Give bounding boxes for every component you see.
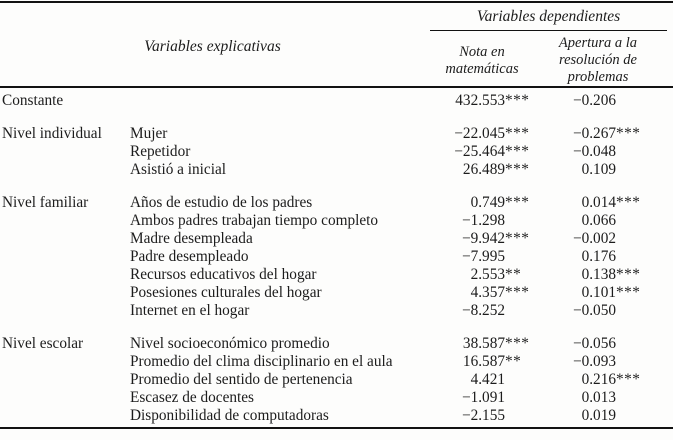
header-rule [0, 86, 673, 88]
value-nota-matematicas: 38.587 [462, 335, 505, 352]
significance-stars-nota: ** [505, 266, 522, 283]
table-body [0, 92, 673, 440]
significance-stars-nota: *** [505, 143, 530, 160]
significance-stars-nota: *** [505, 125, 530, 142]
row-group-label: Nivel individual [2, 125, 102, 142]
value-apertura: 0.109 [581, 161, 616, 178]
table-row [0, 389, 673, 407]
table-row [0, 212, 673, 230]
table-section [0, 92, 673, 110]
value-apertura: −0.093 [572, 353, 616, 370]
value-nota-matematicas: −1.298 [461, 212, 505, 229]
table-section [0, 194, 673, 320]
value-nota-matematicas: 4.421 [470, 371, 505, 388]
row-variable-label: Escasez de docentes [130, 389, 255, 406]
row-variable-label: Ambos padres trabajan tiempo completo [130, 212, 379, 229]
value-apertura: 0.101 [581, 284, 616, 301]
row-group-label: Nivel familiar [2, 194, 89, 211]
value-apertura: 0.066 [581, 212, 616, 229]
value-apertura: 0.013 [581, 389, 616, 406]
table-row [0, 194, 673, 212]
row-variable-label: Internet en el hogar [130, 302, 250, 319]
row-group-label: Nivel escolar [2, 335, 84, 352]
value-nota-matematicas: −1.091 [461, 389, 505, 406]
table-section [0, 125, 673, 179]
value-apertura: 0.138 [581, 266, 616, 283]
significance-stars-nota: *** [505, 161, 530, 178]
value-nota-matematicas: 2.553 [470, 266, 505, 283]
row-variable-label: Recursos educativos del hogar [130, 266, 317, 283]
table-section [0, 335, 673, 425]
bottom-rule [0, 427, 673, 429]
value-nota-matematicas: 26.489 [462, 161, 505, 178]
row-group-label: Constante [2, 92, 64, 109]
value-apertura: −0.267 [572, 125, 616, 142]
table-row [0, 266, 673, 284]
value-nota-matematicas: −25.464 [454, 143, 505, 160]
value-nota-matematicas: 16.587 [462, 353, 505, 370]
table-row [0, 92, 673, 110]
row-variable-label: Mujer [130, 125, 168, 142]
column-header-nota-matematicas: Nota en matemáticas [445, 44, 519, 77]
value-nota-matematicas: −7.995 [461, 248, 505, 265]
row-variable-label: Disponibilidad de computadoras [130, 407, 329, 424]
top-rule [0, 1, 673, 3]
dependent-variables-title: Variables dependientes [476, 8, 621, 25]
significance-stars-apertura: *** [616, 371, 641, 388]
significance-stars-apertura: *** [616, 266, 641, 283]
row-variable-label: Asistió a inicial [130, 161, 227, 178]
value-nota-matematicas: −2.155 [461, 407, 505, 424]
value-apertura: −0.050 [572, 302, 616, 319]
table-row [0, 161, 673, 179]
table-row [0, 230, 673, 248]
row-variable-label: Repetidor [130, 143, 191, 160]
table-row [0, 302, 673, 320]
table-row [0, 284, 673, 302]
column-header-apertura: Apertura a la resolución de problemas [558, 35, 638, 85]
row-variable-label: Nivel socioeconómico promedio [130, 335, 330, 352]
explicative-variables-title: Variables explicativas [144, 38, 281, 55]
significance-stars-apertura: *** [616, 125, 641, 142]
value-nota-matematicas: −9.942 [461, 230, 505, 247]
significance-stars-nota: *** [505, 194, 530, 211]
value-apertura: −0.206 [572, 92, 616, 109]
table-row [0, 407, 673, 425]
table-row [0, 125, 673, 143]
table-row [0, 353, 673, 371]
row-variable-label: Madre desempleada [130, 230, 253, 247]
significance-stars-nota: *** [505, 284, 530, 301]
value-apertura: −0.048 [572, 143, 616, 160]
row-variable-label: Promedio del clima disciplinario en el aula [130, 353, 393, 370]
table-row [0, 143, 673, 161]
value-apertura: 0.014 [581, 194, 616, 211]
significance-stars-apertura: *** [616, 284, 641, 301]
row-variable-label: Promedio del sentido de pertenencia [130, 371, 353, 388]
table-row [0, 335, 673, 353]
value-apertura: −0.002 [572, 230, 616, 247]
table-row [0, 248, 673, 266]
significance-stars-nota: *** [505, 92, 530, 109]
table-row [0, 371, 673, 389]
value-apertura: 0.216 [581, 371, 616, 388]
value-nota-matematicas: 432.553 [455, 92, 505, 109]
significance-stars-nota: *** [505, 230, 530, 247]
value-apertura: 0.019 [581, 407, 616, 424]
row-variable-label: Padre desempleado [130, 248, 249, 265]
value-apertura: −0.056 [572, 335, 616, 352]
value-nota-matematicas: −8.252 [461, 302, 505, 319]
value-nota-matematicas: 4.357 [470, 284, 505, 301]
significance-stars-apertura: *** [616, 194, 641, 211]
significance-stars-nota: *** [505, 335, 530, 352]
row-variable-label: Posesiones culturales del hogar [130, 284, 322, 301]
row-variable-label: Años de estudio de los padres [130, 194, 313, 211]
value-nota-matematicas: 0.749 [470, 194, 505, 211]
significance-stars-nota: ** [505, 353, 522, 370]
value-apertura: 0.176 [581, 248, 616, 265]
value-nota-matematicas: −22.045 [454, 125, 505, 142]
dependent-variables-rule [430, 30, 667, 31]
